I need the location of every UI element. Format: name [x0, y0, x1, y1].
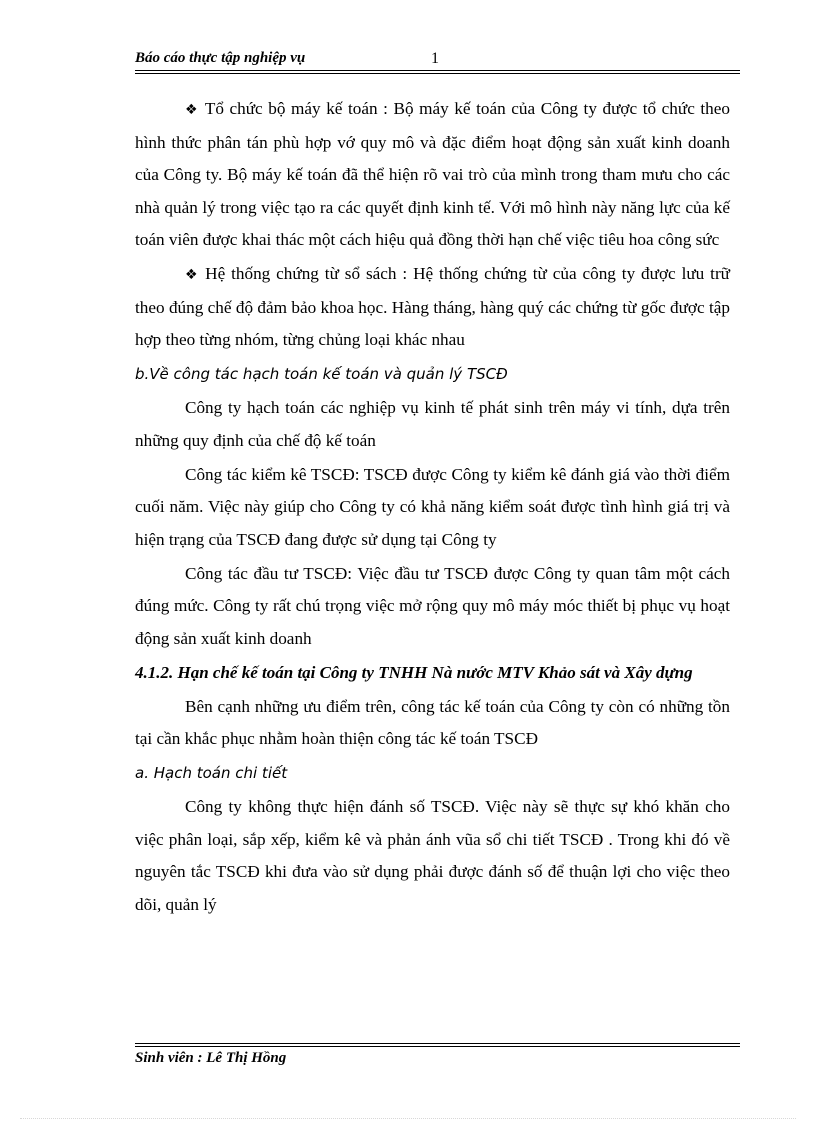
- page-number: 1: [431, 50, 439, 67]
- diamond-bullet-icon: ❖: [185, 267, 200, 283]
- paragraph-asset-numbering: Công ty không thực hiện đánh số TSCĐ. Việc này sẽ thực sự khó khăn cho việc phân loại, sắp xếp, kiểm kê và phản ánh vũa sổ chi tiết TSCĐ . Trong khi đó về nguyên tắc TSCĐ khi đưa vào sử dụng phải được đánh số để thuận lợi cho việc theo dõi, quản lý: [135, 797, 730, 914]
- paragraph-inventory: Công tác kiểm kê TSCĐ: TSCĐ được Công ty kiểm kê đánh giá vào thời điểm cuối năm. Việc này giúp cho Công ty có khả năng kiểm soát được tình hình giá trị và hiện trạng của TSCĐ đang được sử dụng tại Công ty: [135, 464, 730, 549]
- footer-rule: [135, 1043, 740, 1047]
- paragraph-bullet-accounting-structure: [135, 93, 730, 257]
- paragraph-limitations-intro: Bên cạnh những ưu điểm trên, công tác kế toán của Công ty còn có những tồn tại cần khắc phục nhằm hoàn thiện công tác kế toán TSCĐ: [135, 696, 730, 748]
- paragraph-bullet-document-system: [135, 258, 730, 357]
- footer-student: Sinh viên : Lê Thị Hồng: [135, 1050, 287, 1066]
- paragraph-text: Tổ chức bộ máy kế toán : Bộ máy kế toán của Công ty được tổ chức theo hình thức phân tán phù hợp vớ quy mô và đặc điểm hoạt động sản xuất kinh doanh của Công ty. Bộ máy kế toán đã thể hiện rõ vai trò của mình trong tham mưu cho các nhà quản lý trong việc tạo ra các quyết định kinh tế. Với mô hình này năng lực của kế toán viên được khai thác một cách hiệu quả đồng thời hạn chế việc tiêu hoa công sức: [135, 99, 730, 249]
- paragraph-computer-accounting: Công ty hạch toán các nghiệp vụ kinh tế phát sinh trên máy vi tính, dựa trên những quy định của chế độ kế toán: [135, 398, 730, 450]
- section-heading-4-1-2: 4.1.2. Hạn chế kế toán tại Công ty TNHH Nà nước MTV Khảo sát và Xây dựng: [135, 662, 693, 682]
- header-rule: [135, 70, 740, 74]
- header-title: Báo cáo thực tập nghiệp vụ: [135, 50, 306, 66]
- diamond-bullet-icon: ❖: [185, 102, 199, 118]
- paragraph-text: Hệ thống chứng từ sổ sách : Hệ thống chứng từ của công ty được lưu trữ theo đúng chế độ đảm bảo khoa học. Hàng tháng, hàng quý các chứng từ gốc được tập hợp theo từng nhóm, từng chủng loại khác nhau: [135, 264, 730, 349]
- page-header: [135, 48, 740, 70]
- page-bottom-border: [20, 1118, 796, 1119]
- subheading-b: b.Về công tác hạch toán kế toán và quản lý TSCĐ: [135, 365, 508, 383]
- subheading-a: a. Hạch toán chi tiết: [135, 764, 288, 782]
- document-body: [135, 93, 730, 923]
- paragraph-investment: Công tác đầu tư TSCĐ: Việc đầu tư TSCĐ được Công ty quan tâm một cách đúng mức. Công ty rất chú trọng việc mở rộng quy mô máy móc thiết bị phục vụ hoạt động sản xuất kinh doanh: [135, 563, 730, 648]
